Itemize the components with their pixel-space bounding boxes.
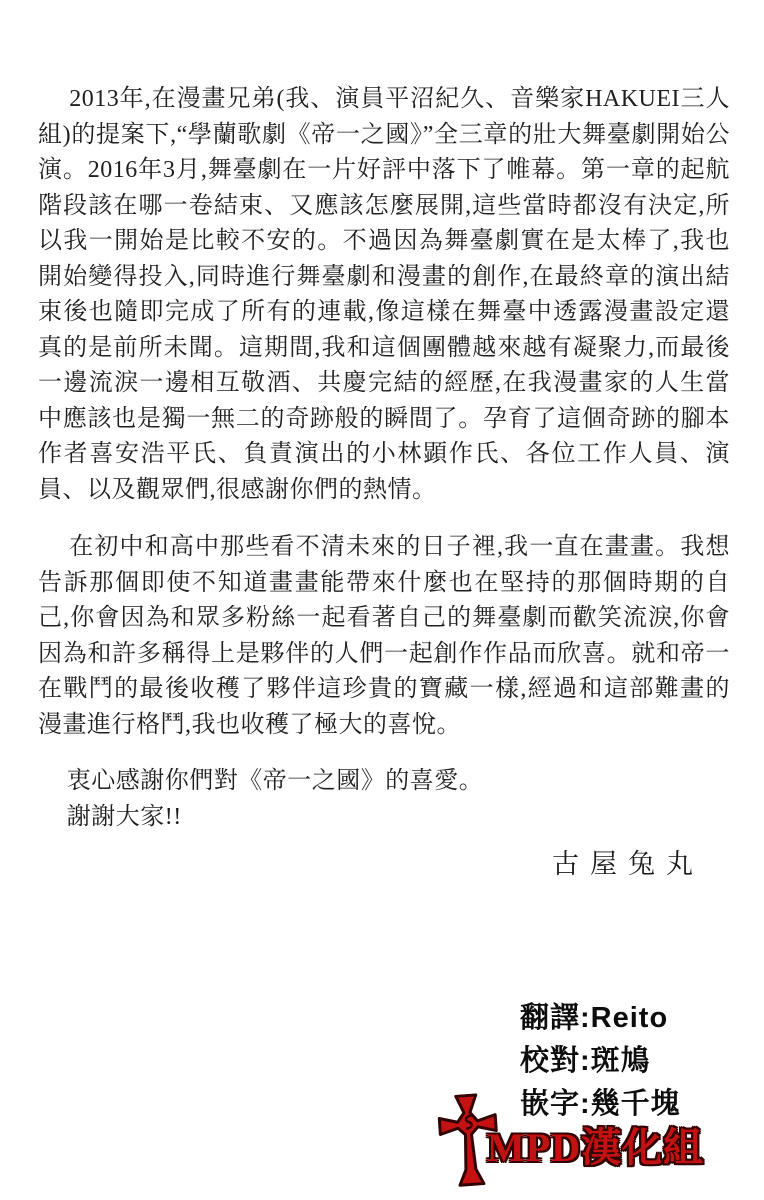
closing-line-1: 衷心感謝你們對《帝一之國》的喜愛。 <box>66 768 484 794</box>
author-signature: 古屋兔丸 <box>552 849 704 879</box>
closing-line-2: 謝謝大家!! <box>66 803 182 830</box>
scanlation-group-logo <box>437 1092 737 1192</box>
credit-proofreader: 校對:斑鳩 <box>520 1045 651 1077</box>
afterword-paragraph-2: 在初中和高中那些看不清未來的日子裡,我一直在畫畫。我想告訴那個即使不知道畫畫能帶來什麼也在堅持的那個時期的自己,你會因為和眾多粉絲一起看著自己的舞臺劇而歡笑流淚,你會因為和許多稱得上是夥伴的人們一起創作作品而欣喜。就和帝一在戰鬥的最後收穫了夥伴這珍貴的寶藏一樣,經過和這部難畫的漫畫進行格鬥,我也收穫了極大的喜悅。 <box>38 534 730 738</box>
credit-translator: 翻譯:Reito <box>520 1002 669 1034</box>
scanlation-group-name: MPD漢化組 <box>487 1125 705 1170</box>
afterword-closing <box>38 764 730 835</box>
afterword-text-block <box>38 82 730 835</box>
afterword-paragraph-1: 2013年,在漫畫兄弟(我、演員平沼紀久、音樂家HAKUEI三人組)的提案下,“學蘭歌劇《帝一之國》”全三章的壯大舞臺劇開始公演。2016年3月,舞臺劇在一片好評中落下了帷幕。第一章的起航階段該在哪一卷結束、又應該怎麼展開,這些當時都沒有決定,所以我一開始是比較不安的。不過因為舞臺劇實在是太棒了,我也開始變得投入,同時進行舞臺劇和漫畫的創作,在最終章的演出結束後也隨即完成了所有的連載,像這樣在舞臺中透露漫畫設定還真的是前所未聞。這期間,我和這個團體越來越有凝聚力,而最後一邊流淚一邊相互敬酒、共慶完結的經歷,在我漫畫家的人生當中應該也是獨一無二的奇跡般的瞬間了。孕育了這個奇跡的腳本作者喜安浩平氏、負責演出的小林顕作氏、各位工作人員、演員、以及觀眾們,很感謝你們的熱情。 <box>38 86 730 503</box>
credit-typesetter: 嵌字:幾千塊 <box>520 1088 681 1120</box>
